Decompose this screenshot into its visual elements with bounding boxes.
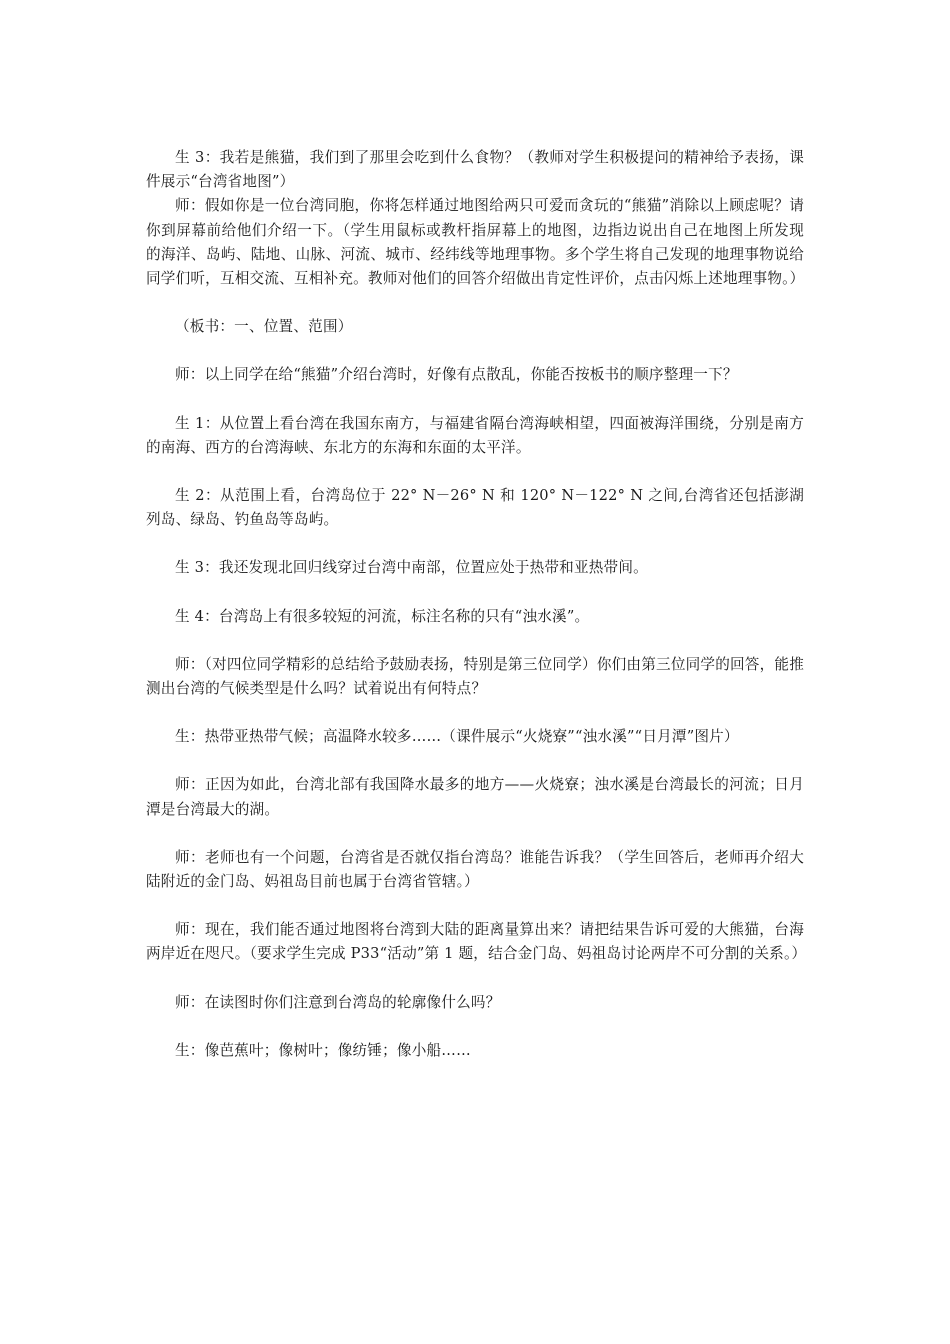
paragraph-student-4-rivers: 生 4：台湾岛上有很多较短的河流，标注名称的只有“浊水溪”。 [175,607,590,625]
paragraph-teacher-distance-activity: 师：现在，我们能否通过地图将台湾到大陆的距离量算出来？请把结果告诉可爱的大熊猫，台海两岸近在咫尺。（要求学生完成 P33“活动”第 1 题，结合金门岛、妈祖岛讨论两岸不可分割的关系。） [146,921,807,963]
document-body [146,146,807,1063]
paragraph-student-3-tropic: 生 3：我还发现北回归线穿过台湾中南部，位置应处于热带和亚热带间。 [175,559,648,577]
paragraph-teacher-province-question: 师：老师也有一个问题，台湾省是否就仅指台湾岛？谁能告诉我？（学生回答后，老师再介绍大陆附近的金门岛、妈祖岛目前也属于台湾省管辖。） [146,848,804,891]
paragraph-student-outline-answer: 生：像芭蕉叶；像树叶；像纺锤；像小船…… [175,1041,471,1059]
paragraph-teacher-outline-question: 师：在读图时你们注意到台湾岛的轮廓像什么吗？ [175,993,501,1011]
paragraph-student-1-location: 生 1：从位置上看台湾在我国东南方，与福建省隔台湾海峡相望，四面被海洋围绕，分别是南方的南海、西方的台湾海峡、东北方的东海和东面的太平洋。 [146,414,804,456]
paragraph-teacher-introduce-map: 师：假如你是一位台湾同胞，你将怎样通过地图给两只可爱而贪玩的“熊猫”消除以上顾虑呢？请你到屏幕前给他们介绍一下。（学生用鼠标或教杆指屏幕上的地图，边指边说出自己在地图上所发现的海洋、岛屿、陆地、山脉、河流、城市、经纬线等地理事物。多个学生将自己发现的地理事物说给同学们听，互相交流、互相补充。教师对他们的回答介绍做出肯定性评价，点击闪烁上述地理事物。） [146,197,805,288]
paragraph-student-3-question: 生 3：我若是熊猫，我们到了那里会吃到什么食物？（教师对学生积极提问的精神给予表扬，课件展示“台湾省地图”） [146,149,804,191]
paragraph-teacher-climate-facts: 师：正因为如此，台湾北部有我国降水最多的地方——火烧寮；浊水溪是台湾最长的河流；日月潭是台湾最大的湖。 [146,776,804,818]
paragraph-student-2-range: 生 2：从范围上看，台湾岛位于 22° N－26° N 和 120° N－122° N 之间,台湾省还包括澎湖列岛、绿岛、钓鱼岛等岛屿。 [146,487,804,529]
paragraph-blackboard-heading: （板书：一、位置、范围） [175,318,353,336]
paragraph-teacher-climate-question: 师：（对四位同学精彩的总结给予鼓励表扬，特别是第三位同学）你们由第三位同学的回答，能推测出台湾的气候类型是什么吗？试着说出有何特点？ [146,655,804,698]
paragraph-student-climate-answer: 生：热带亚热带气候；高温降水较多……（课件展示“火烧寮”“浊水溪”“日月潭”图片） [175,728,739,746]
paragraph-teacher-organize: 师：以上同学在给“熊猫”介绍台湾时，好像有点散乱，你能否按板书的顺序整理一下？ [175,366,738,384]
